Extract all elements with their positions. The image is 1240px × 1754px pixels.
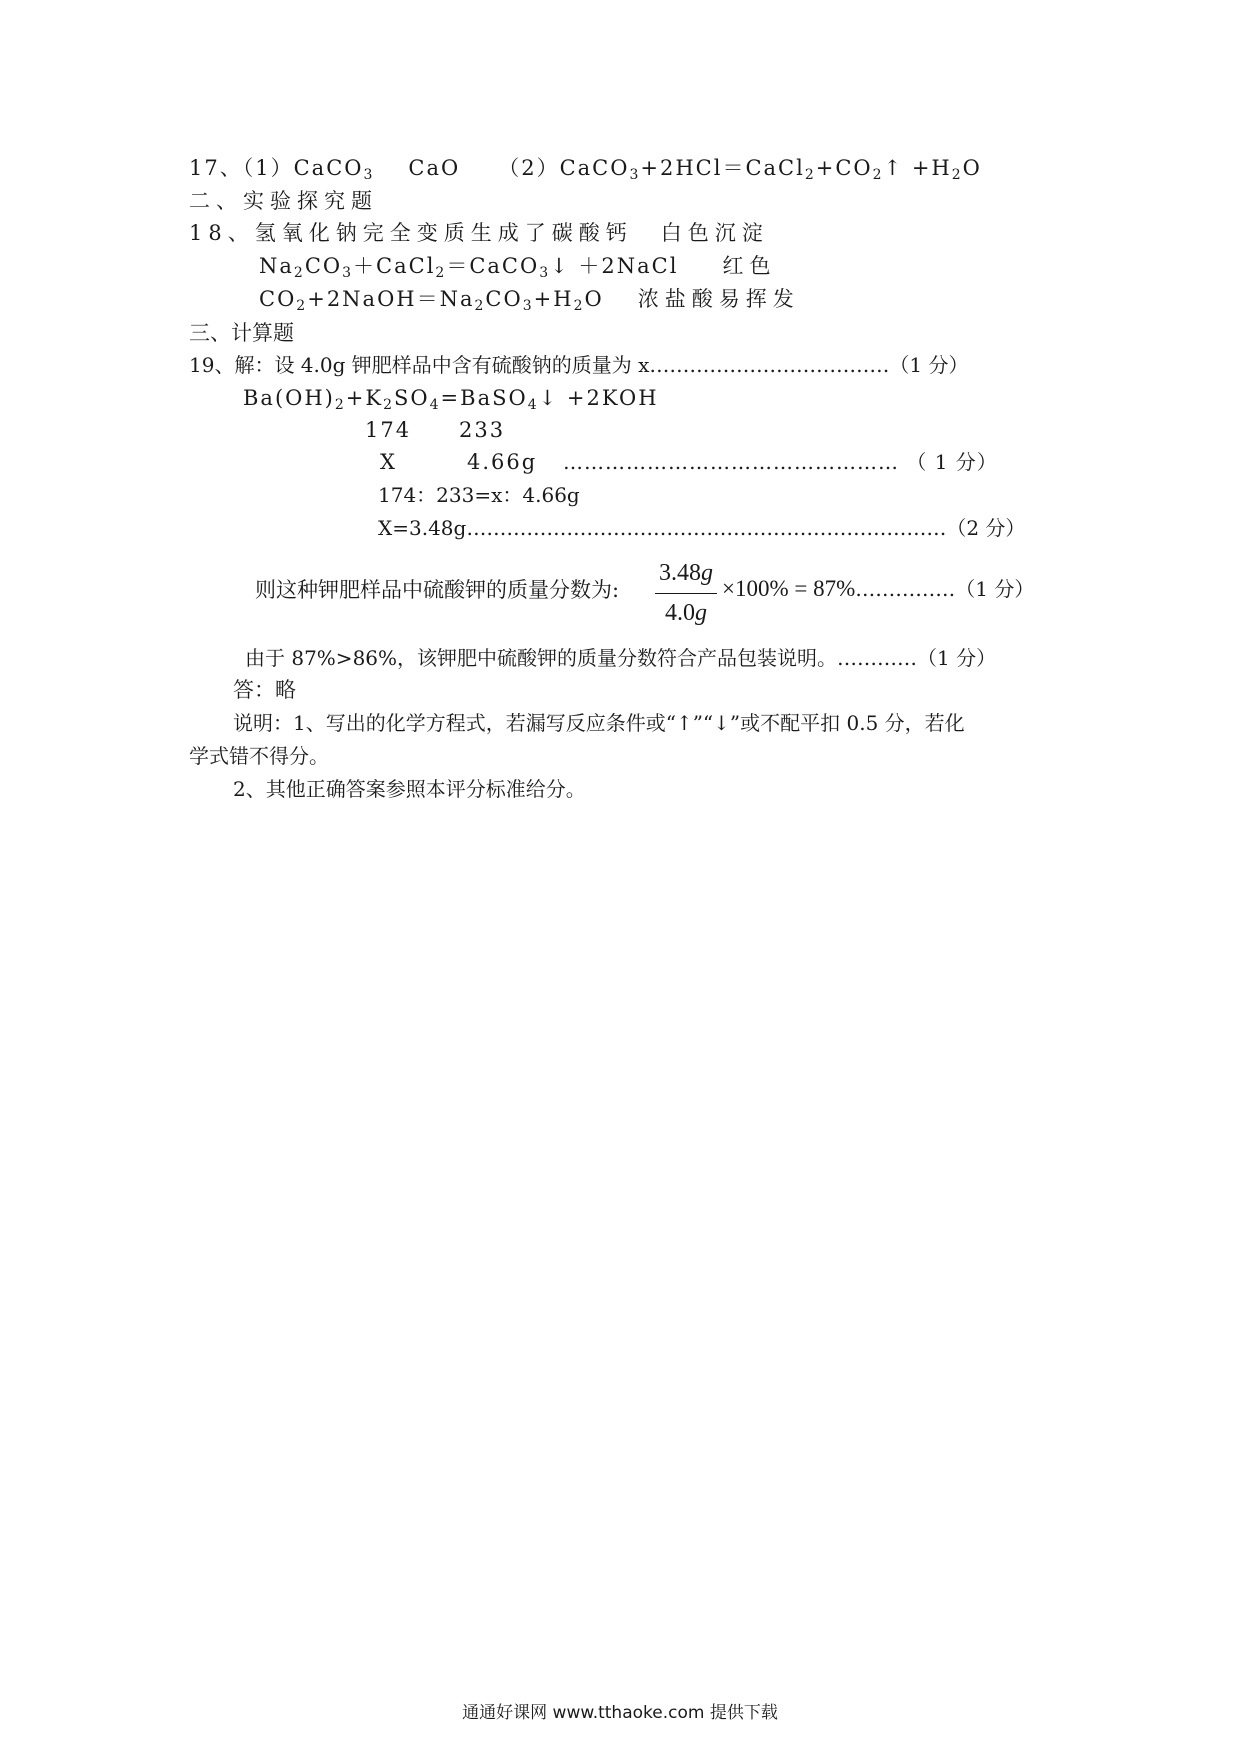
q18-line-1 xyxy=(189,223,769,244)
q18-answer-3: 红色 xyxy=(722,254,777,278)
q18-line-3 xyxy=(259,287,800,314)
q17-number: 17、 xyxy=(189,156,243,180)
q19-answer: 答：略 xyxy=(233,678,296,702)
section-2-heading: 二、实验探究题 xyxy=(189,189,378,213)
page-footer: 通通好课网 www.tthaoke.com 提供下载 xyxy=(462,1703,778,1723)
note-1-line-1: 说明：1、写出的化学方程式，若漏写反应条件或“↑”“↓”或不配平扣 0.5 分，若化 xyxy=(233,711,965,735)
q19-fraction-result: ×100% = 87%……………（1 分） xyxy=(722,576,1035,601)
q19-mass-score: ………………………………………… （ 1 分） xyxy=(563,450,998,474)
note-2: 2、其他正确答案参照本评分标准给分。 xyxy=(233,777,586,801)
q19-result: X=3.48g………………………………………………………………（2 分） xyxy=(378,516,1026,540)
note-1-line-2: 学式错不得分。 xyxy=(189,744,329,768)
fraction-denominator: 4.0g xyxy=(665,600,707,626)
q17-answer-a: CaCO$_3$ xyxy=(293,156,375,183)
q18-equation-2: $CO_2+2NaOH=Na_2CO_3+H_2O$ xyxy=(259,287,604,314)
fraction-numerator: 3.48g xyxy=(655,560,717,594)
q17-line xyxy=(189,156,982,183)
q19-equation: $Ba(OH)_2+K_2SO_4=BaSO_4↓ +2KOH$ xyxy=(243,386,659,413)
q17-part1-label: （1） xyxy=(242,156,294,180)
q19-molar-mass-2: 233 xyxy=(459,418,506,442)
q18-answer-4: 浓盐酸易挥发 xyxy=(637,287,800,311)
q18-answer-1: 氢氧化钠完全变质生成了碳酸钙 xyxy=(254,221,633,245)
q19-fraction xyxy=(655,560,717,627)
q17-equation: $CaCO_3+2HCl=CaCl_2+CO_2↑ +H_2O$ xyxy=(559,156,982,183)
q19-molar-mass-1: 174 xyxy=(365,418,412,442)
q18-number: 18、 xyxy=(189,221,255,245)
q18-answer-2: 白色沉淀 xyxy=(660,221,769,245)
section-3-heading: 三、计算题 xyxy=(189,321,294,345)
q19-mass-value: 4.66g xyxy=(467,450,538,474)
q19-fraction-score: ……………（1 分） xyxy=(855,577,1035,601)
q19-conclusion: 由于 87%>86%，该钾肥中硫酸钾的质量分数符合产品包装说明。…………（1 分） xyxy=(245,646,997,670)
q19-setup: 19、解：设 4.0g 钾肥样品中含有硫酸钠的质量为 x………………………………（1 分） xyxy=(189,353,969,377)
q17-part2-label: （2） xyxy=(498,156,560,180)
q18-equation-1: $Na_2CO_3+CaCl_2=CaCO_3↓$ ＋2NaCl xyxy=(259,254,679,281)
q19-fraction-prefix: 则这种钾肥样品中硫酸钾的质量分数为: xyxy=(255,578,620,602)
q18-line-2 xyxy=(259,254,777,281)
q17-answer-b: CaO xyxy=(408,156,461,180)
q19-unknown-x: X xyxy=(380,450,395,474)
q19-ratio: 174：233=x：4.66g xyxy=(378,483,580,507)
